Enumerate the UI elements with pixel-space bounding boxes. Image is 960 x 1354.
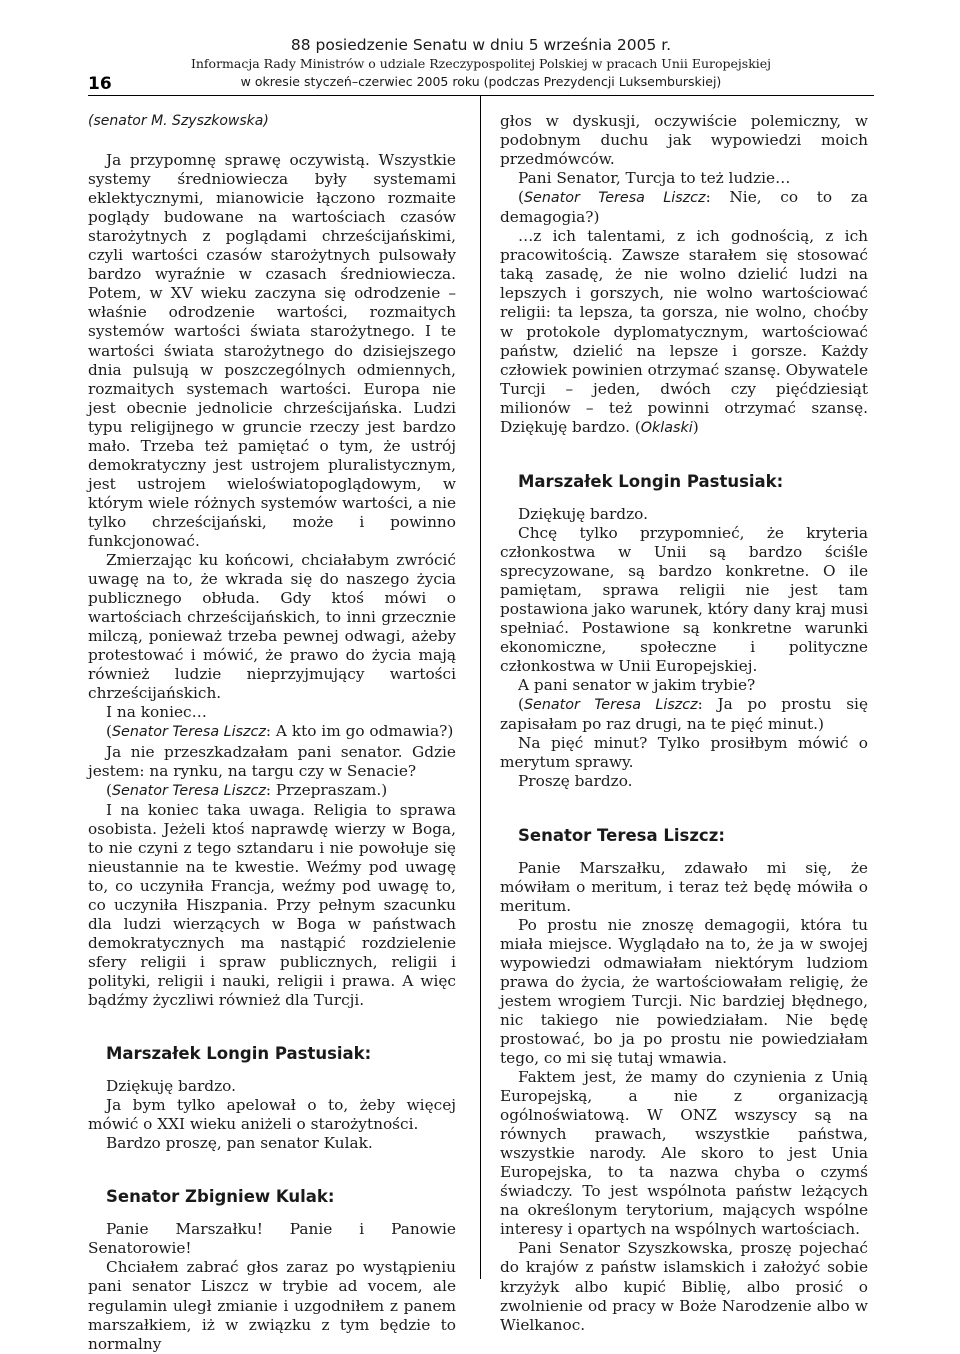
speaker-heading: Marszałek Longin Pastusiak: (518, 471, 784, 491)
paragraph: Zmierzając ku końcowi, chciałabym zwrócić uwagę na to, że wkrada się do naszego życia publicznego obłuda. Gdy ktoś mówi o wartościach chrześcijańskich, to inni grzecznie milczą, ponieważ trzeba pewnej odwagi, ażeby protestować i mówić, że prawo do życia mają również ludzie nieprzyjmujący wartości chrześcijańskich. (88, 551, 456, 703)
paragraph: Po prostu nie znoszę demagogii, która tu miała miejsce. Wyglądało na to, że ja w swojej wypowiedzi odmawiałam niektórym ludziom prawa do życia, że wartościowałam religię, że jestem wrogiem Turcji. Nic bardziej błędnego, nic takiego nie powiedziałam. Nie będę prostować, bo ja po prostu nie powiedziałam tego, co mi się tutaj wmawia. (500, 915, 868, 1067)
header-divider (88, 95, 874, 96)
interjection-speaker: Senator Teresa Liszcz (111, 724, 266, 741)
speaker-heading: Senator Teresa Liszcz: (518, 825, 725, 845)
paragraph: Chcę tylko przypomnieć, że kryteria członkostwa w Unii są bardzo ściśle sprecyzowane, są bardzo konkretne. O ile pamiętam, sprawa religii nie jest tam postawiona jako warunek, który dany kraj musi spełniać. Postawione są konkretne warunki ekonomiczne, społeczne i polityczne członkostwa w Unii Europejskiej. (500, 523, 868, 676)
interjection: (Senator Teresa Liszcz: Nie, co to za demagogia?) (500, 188, 869, 227)
interjection-text: : Nie, co to za demagogia?) (500, 188, 869, 227)
paragraph: Chciałem zabrać głos zaraz po wystąpieniu pani senator Liszcz w trybie ad vocem, ale regulamin uległ zmianie i uzgodniłem z panem marszałkiem, iż w związku z tym będzie to normalny (88, 1258, 456, 1353)
speaker-attribution: (senator M. Szyszkowska) (88, 113, 269, 129)
header-subtitle-line1: Informacja Rady Ministrów o udziale Rzeczypospolitej Polskiej w pracach Unii Europejskiej (190, 56, 772, 71)
interjection-speaker: Senator Teresa Liszcz (523, 190, 706, 207)
interjection-speaker: Senator Teresa Liszcz (111, 782, 266, 799)
paragraph: Pani Senator Szyszkowska, proszę pojechać do krajów z państw islamskich i założyć sobie krzyżyk albo kupić Biblię, albo prosić o zwolnienie od pracy w Boże Narodzenie albo w Wielkanoc. (500, 1239, 868, 1334)
paragraph: Dziękuję bardzo. (106, 1077, 236, 1096)
paragraph: I na koniec… (106, 703, 207, 722)
paragraph: Ja nie przeszkadzałam pani senator. Gdzie jestem: na rynku, na targu czy w Senacie? (88, 742, 456, 780)
interjection-text: : Ja po prostu się zapisałam po raz drugi, na te pięć minut.) (500, 695, 868, 734)
interjection: (Senator Teresa Liszcz: Przepraszam.) (106, 780, 388, 799)
interjection-speaker: Senator Teresa Liszcz (523, 697, 698, 714)
paragraph-end: ) (692, 417, 699, 436)
interjection: (Senator Teresa Liszcz: Ja po prostu się zapisałam po raz drugi, na te pięć minut.) (500, 695, 868, 734)
paragraph: głos w dyskusji, oczywiście polemiczny, w podobnym duchu jak wypowiedzi moich przedmówców. (500, 112, 868, 169)
paragraph: Panie Marszałku! Panie i Panowie Senatorowie! (88, 1220, 456, 1258)
header-subtitle-line2: w okresie styczeń–czerwiec 2005 roku (podczas Prezydencji Luksemburskiej) (240, 74, 722, 89)
paragraph: Ja bym tylko apelował o to, żeby więcej mówić o XXI wieku aniżeli o starożytności. (88, 1096, 456, 1134)
speaker-heading: Senator Zbigniew Kulak: (106, 1187, 335, 1207)
paragraph: Dziękuję bardzo. (518, 504, 648, 523)
interjection: (Senator Teresa Liszcz: A kto im go odmawia?) (106, 722, 454, 741)
paragraph: A pani senator w jakim trybie? (518, 676, 756, 695)
page-header (88, 34, 874, 96)
paragraph-text: …z ich talentami, z ich godnością, z ich pracowitością. Zawsze starałem się stosować taką zasadę, że nie wolno dzielić ludzi na lepszych i gorszych, nie wolno wartościować religii: ta lepsza, ta gorsza, nie wolno, choćby w protokole dyplomatycznym, wartościować państw, dzielić na lepsze i gorsze. Każdy człowiek powinien otrzymać szansę. Obywatele Turcji – jeden, dwóch czy pięćdziesiąt milionów – też powinni otrzymać szansę. Dziękuję bardzo. ( (500, 227, 868, 436)
page-number: 16 (88, 74, 112, 94)
paragraph: Ja przypomnę sprawę oczywistą. Wszystkie systemy średniowiecza były systemami eklektycznymi, mianowicie łączono rozmaite poglądy budowane na wartościach czasów starożytnych z poglądami chrześcijańskimi, czyli wartości czasów starożytnych pulsowały bardzo wyraźnie w czasach średniowiecza. Potem, w XV wieku zaczyna się odrodzenie – właśnie odrodzenie wartości, rozmaitych systemów wartości świata starożytnego. I te wartości świata starożytnego do dzisiejszego dnia pulsują w poszczególnych odmiennych, rozmaitych systemach wartości. Europa nie jest obecnie jednolicie chrześcijańska. Ludzi typu religijnego w gruncie rzeczy jest bardzo mało. Trzeba też pamiętać o tym, że ustrój demokratyczny jest ustrojem pluralistycznym, jest ustrojem wieloświatopoglądowym, w którym wiele różnych systemów wartości, a nie tylko chrześcijański, może i powinno funkcjonować. (88, 151, 456, 550)
paragraph: Faktem jest, że mamy do czynienia z Unią Europejską, a nie z organizacją ogólnoświatową. W ONZ wszyscy są na równych prawach, wszystkie państwa, wszystkie narody. Ale skoro to jest Unia Europejska, to ta nazwa chyba o czymś świadczy. To jest wspólnota państw leżących na określonym terytorium, mających wspólne interesy i opartych na wspólnych wartościach. (500, 1068, 868, 1239)
applause-note: Oklaski (640, 419, 693, 436)
paragraph: Bardzo proszę, pan senator Kulak. (106, 1134, 373, 1153)
paragraph: Na pięć minut? Tylko prosiłbym mówić o merytum sprawy. (500, 734, 868, 772)
paragraph (500, 227, 868, 438)
right-column (500, 112, 868, 1335)
paragraph: Proszę bardzo. (518, 772, 633, 791)
paragraph: Panie Marszałku, zdawało mi się, że mówiłam o meritum, i teraz też będę mówiła o meritum. (500, 858, 868, 915)
paragraph: Pani Senator, Turcja to też ludzie… (518, 169, 791, 188)
header-title: 88 posiedzenie Senatu w dniu 5 września 2005 r. (290, 36, 672, 54)
paragraph: I na koniec taka uwaga. Religia to sprawa osobista. Jeżeli ktoś naprawdę wierzy w Boga, to nie czyni z tego sztandaru i nie powołuje się nieustannie na te kwestie. Weźmy pod uwagę to, co uczyniła Francja, weźmy pod uwagę to, co uczyniła Hiszpania. Przy pełnym szacunku dla ludzi wierzących w Boga w państwach demokratycznych ma nastąpić rozdzielenie sfery religii i spraw publicznych, religii i polityki, religii i nauki, religii i prawa. A więc bądźmy życzliwi również dla Turcji. (88, 800, 456, 1010)
interjection-text: : A kto im go odmawia?) (265, 722, 454, 741)
interjection-text: : Przepraszam.) (265, 780, 388, 799)
left-column (88, 112, 456, 1354)
column-divider (480, 96, 481, 1279)
speaker-heading: Marszałek Longin Pastusiak: (106, 1044, 372, 1064)
